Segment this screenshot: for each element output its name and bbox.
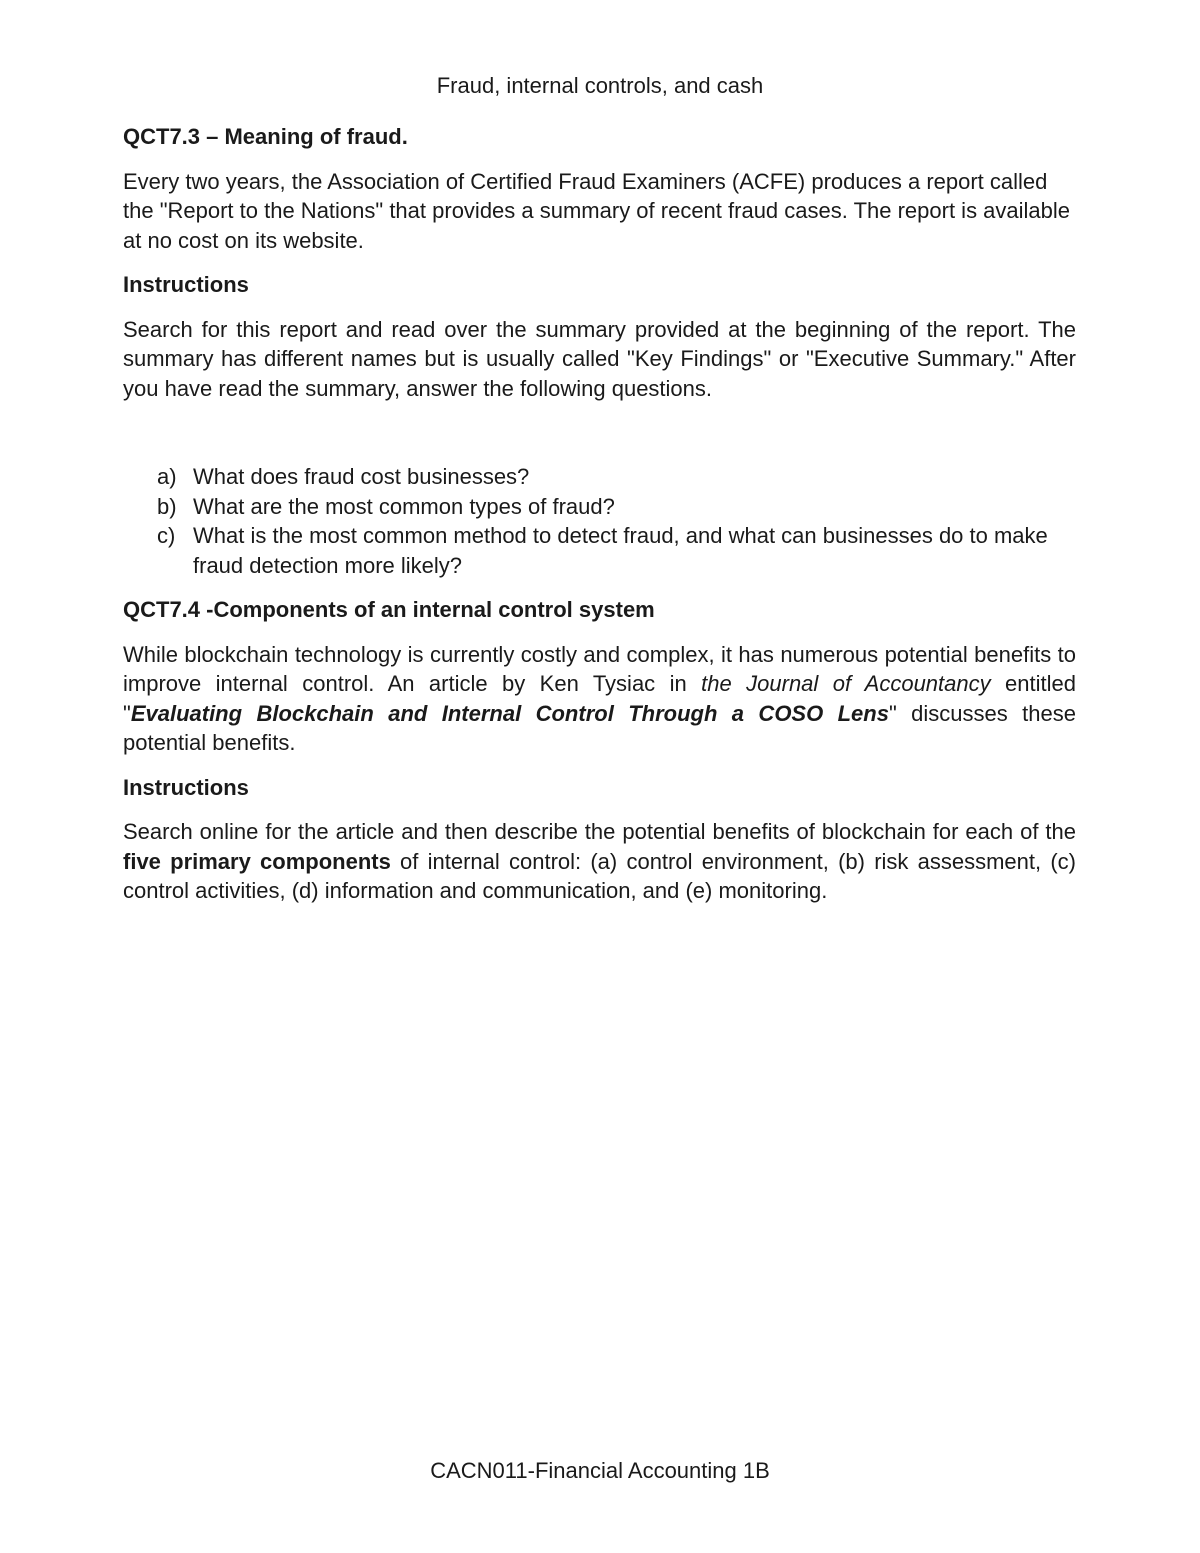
qct74-intro-text: " discusses these potential benefits. — [123, 700, 1076, 755]
qct74-instructions-text: Search online for the article and then describe the potential benefits of blockchain for each of the — [123, 819, 1076, 844]
question-item — [123, 462, 1076, 492]
qct73-intro-paragraph: Every two years, the Association of Certified Fraud Examiners (ACFE) produces a report called the "Report to the Nations" that provides a summary of recent fraud cases. The report is available at no cost on its website. — [123, 168, 1071, 253]
qct74-intro-text: entitled " — [123, 671, 1076, 726]
question-item — [123, 521, 1076, 580]
question-text: What does fraud cost businesses? — [193, 464, 530, 489]
article-title: Evaluating Blockchain and Internal Control Through a COSO Lens — [130, 700, 889, 726]
qct73-question-list — [123, 462, 1076, 580]
qct74-instructions-paragraph — [123, 817, 1076, 906]
qct73-heading: QCT7.3 – Meaning of fraud. — [123, 124, 408, 149]
page-header: Fraud, internal controls, and cash — [436, 73, 764, 98]
qct74-instructions-text: of internal control: (a) control environment, (b) risk assessment, (c) control activities, (d) information and communication, and (e) monitoring. — [123, 848, 1076, 903]
journal-name: the Journal of Accountancy — [701, 671, 991, 696]
question-marker: c) — [157, 523, 176, 548]
qct73-instructions-heading: Instructions — [123, 272, 249, 297]
question-text: What is the most common method to detect fraud, and what can businesses do to make fraud detection more likely? — [193, 523, 1048, 578]
five-components-emphasis: five primary components — [123, 848, 391, 874]
page-footer: CACN011-Financial Accounting 1B — [430, 1458, 770, 1483]
question-item — [123, 492, 1076, 522]
qct74-intro-text: While blockchain technology is currently costly and complex, it has numerous potential benefits to improve internal control. An article by Ken Tysiac in — [123, 641, 1076, 696]
qct74-intro-paragraph — [123, 640, 1076, 758]
spacer — [123, 418, 1076, 462]
question-marker: b) — [157, 493, 177, 519]
qct74-heading: QCT7.4 -Components of an internal control system — [123, 597, 655, 622]
document-body — [123, 122, 1076, 921]
question-marker: a) — [157, 464, 177, 489]
question-text: What are the most common types of fraud? — [193, 493, 615, 519]
qct74-instructions-heading: Instructions — [123, 774, 249, 800]
qct73-instructions-paragraph: Search for this report and read over the summary provided at the beginning of the report. The summary has different names but is usually called "Key Findings" or "Executive Summary." After you have read the summary, answer the following questions. — [123, 316, 1076, 401]
